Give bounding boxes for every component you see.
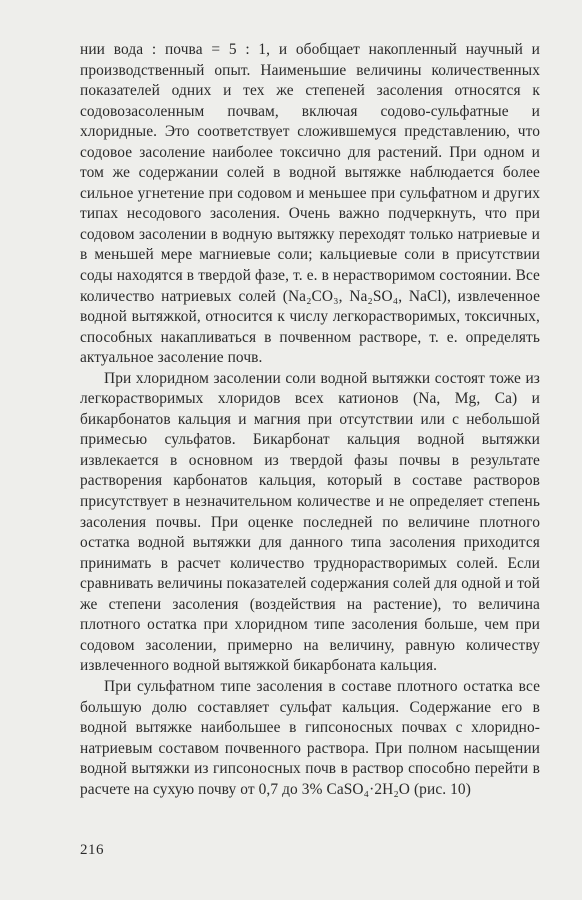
- paragraph-3: При сульфатном типе засоления в составе плотного остатка все большую долю составляет сульфат кальция. Содержание его в водной вытяжке наибольшее в гипсоносных почвах с хлоридно-натриевым составом почвенного раствора. При полном насыщении водной вытяжки из гипсоносных почв в раствор способно перейти в расчете на сухую почву от 0,7 до 3% CaSO₄·2H₂O (рис. 10): [80, 677, 540, 798]
- paragraph-2: При хлоридном засолении соли водной вытяжки состоят тоже из легкорастворимых хлоридов всех катионов (Na, Mg, Ca) и бикарбонатов кальция и магния при отсутствии или с небольшой примесью сульфатов. Бикарбонат кальция водной вытяжки извлекается в основном из твердой фазы почвы в результате растворения карбонатов кальция, который в составе растворов присутствует в незначительном количестве и не определяет степень засоления почвы. При оценке последней по величине плотного остатка водной вытяжки для данного типа засоления приходится принимать в расчет количество труднорастворимых солей. Если сравнивать величины показателей содержания солей для одной и той же степени засоления (воздействия на растение), то величина плотного остатка при хлоридном типе засоления больше, чем при содовом засолении, примерно на величину, равную количеству извлеченного водной вытяжкой бикарбоната кальция.: [80, 369, 540, 675]
- paragraph-1: нии вода : почва = 5 : 1, и обобщает накопленный научный и производственный опыт. Наименьшие величины количественных показателей одних и тех же степеней засоления относятся к содовозасоленным почвам, включая содово-сульфатные и хлоридные. Это соответствует сложившемуся представлению, что содовое засоление наиболее токсично для растений. При одном и том же содержании солей в водной вытяжке наблюдается более сильное угнетение при содовом и меньшее при сульфатном и других типах несодового засоления. Очень важно подчеркнуть, что при содовом засолении в водную вытяжку переходят только натриевые и в меньшей мере магниевые соли; кальциевые соли в присутствии соды находятся в твердой фазе, т. е. в нерастворимом состоянии. Все количество натриевых солей (Na₂CO₃, Na₂SO₄, NaCl), извлеченное водной вытяжкой, относится к числу легкорастворимых, токсичных, способных накапливаться в почвенном растворе, т. е. определять актуальное засоление почв.: [80, 41, 540, 367]
- page-body: [80, 40, 540, 800]
- page-number: 216: [80, 842, 104, 858]
